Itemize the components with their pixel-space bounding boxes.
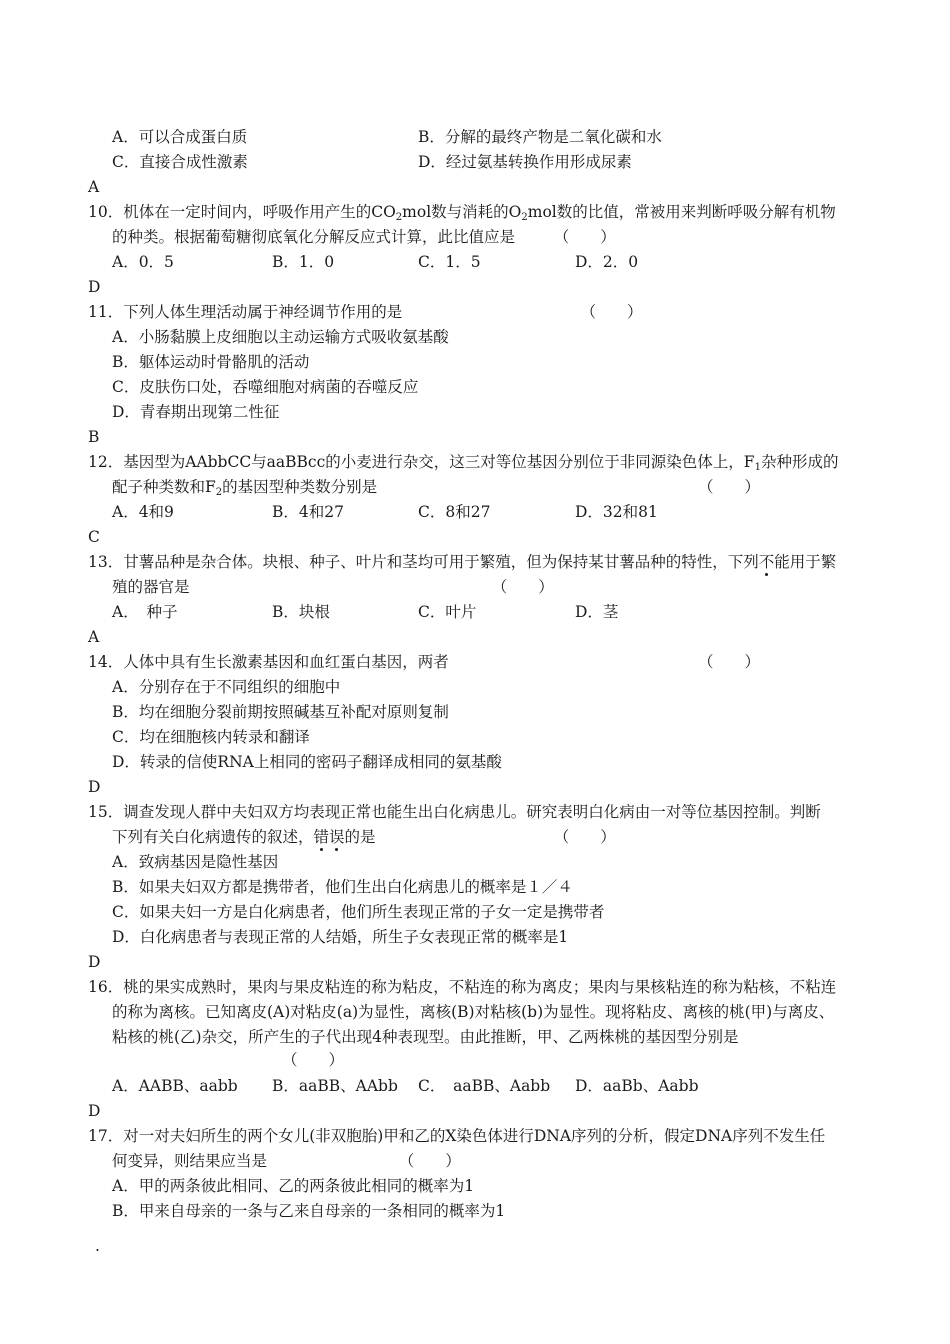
q9-option-d: D．经过氨基转换作用形成尿素 xyxy=(418,153,632,171)
q16-stem-line2: 的称为离核。已知离皮(A)对粘皮(a)为显性，离核(B)对粘核(b)为显性。现将粘皮、离核的桃(甲)与离皮、 xyxy=(112,1003,835,1021)
q12-option-d: D．32和81 xyxy=(575,503,658,521)
q15-option-a: A．致病基因是隐性基因 xyxy=(112,853,279,871)
q17-option-b: B．甲来自母亲的一条与乙来自母亲的一条相同的概率为1 xyxy=(112,1202,506,1220)
q10-stem-line2: 的种类。根据葡萄糖彻底氧化分解反应式计算，此比值应是 （ ） xyxy=(112,228,616,246)
footer-dot: . xyxy=(95,1237,100,1255)
q16-option-d: D．aaBb、Aabb xyxy=(575,1077,699,1095)
q12-stem-line2: 配子种类数和$F_2$的基因型种类数分别是 xyxy=(112,478,378,498)
q11-option-c: C．皮肤伤口处，吞噬细胞对病菌的吞噬反应 xyxy=(112,378,419,396)
q10-option-d: D．2．0 xyxy=(575,253,639,271)
q13-option-b: B．块根 xyxy=(272,603,330,621)
q16-stem-line3: 粘核的桃(乙)杂交，所产生的子代出现4种表现型。由此推断，甲、乙两株桃的基因型分别是 xyxy=(112,1028,739,1046)
q16-option-a: A．AABB、aabb xyxy=(112,1077,238,1095)
q13-option-c: C．叶片 xyxy=(418,603,477,621)
q10-option-c: C．1．5 xyxy=(418,253,481,271)
q14-option-b: B．均在细胞分裂前期按照碱基互补配对原则复制 xyxy=(112,703,449,721)
q10-answer: D xyxy=(88,278,101,296)
q16-option-c: C． aaBB、Aabb xyxy=(418,1077,551,1095)
q16-answer-paren: （ ） xyxy=(282,1051,345,1069)
q9-answer: A xyxy=(88,178,100,196)
q10-option-b: B．1．0 xyxy=(272,253,335,271)
q12-option-a: A．4和9 xyxy=(112,503,174,521)
q15-option-b: B．如果夫妇双方都是携带者，他们生出白化病患儿的概率是１／４ xyxy=(112,878,573,896)
q9-option-c: C．直接合成性激素 xyxy=(112,153,248,171)
q10-option-a: A．0．5 xyxy=(112,253,174,271)
q9-option-a: A．可以合成蛋白质 xyxy=(112,128,248,146)
q14-option-d: D．转录的信使RNA上相同的密码子翻译成相同的氨基酸 xyxy=(112,753,502,771)
q13-stem-line1: 13．甘薯品种是杂合体。块根、种子、叶片和茎均可用于繁殖，但为保持某甘薯品种的特性，下列不能用于繁 xyxy=(88,553,837,571)
q15-option-c: C．如果夫妇一方是白化病患者，他们所生表现正常的子女一定是携带者 xyxy=(112,903,605,921)
q14-option-a: A．分别存在于不同组织的细胞中 xyxy=(112,678,341,696)
q14-answer: D xyxy=(88,778,101,796)
q11-answer: B xyxy=(88,428,100,446)
q15-stem-line1: 15．调查发现人群中夫妇双方均表现正常也能生出白化病患儿。研究表明白化病由一对等位基因控制。判断 xyxy=(88,803,821,821)
q12-answer: C xyxy=(88,528,100,546)
q14-stem: 14．人体中具有生长激素基因和血红蛋白基因，两者 xyxy=(88,653,449,671)
q17-stem-line2: 何变异，则结果应当是 （ ） xyxy=(112,1152,461,1170)
q12-stem-line1: 12．基因型为AAbbCC与aaBBcc的小麦进行杂交，这三对等位基因分别位于非同源染色体上，$F_1$杂种形成的 xyxy=(88,453,839,473)
q14-option-c: C．均在细胞核内转录和翻译 xyxy=(112,728,310,746)
q11-stem: 11．下列人体生理活动属于神经调节作用的是 （ ） xyxy=(88,303,643,321)
q9-option-b: B．分解的最终产物是二氧化碳和水 xyxy=(418,128,662,146)
q11-option-a: A．小肠黏膜上皮细胞以主动运输方式吸收氨基酸 xyxy=(112,328,449,346)
q11-option-b: B．躯体运动时骨骼肌的活动 xyxy=(112,353,310,371)
q13-answer: A xyxy=(88,628,100,646)
q15-stem-line2: 下列有关白化病遗传的叙述，错误的是 （ ） xyxy=(112,828,616,846)
q13-option-d: D．茎 xyxy=(575,603,619,621)
q16-option-b: B．aaBB、AAbb xyxy=(272,1077,398,1095)
q15-answer: D xyxy=(88,953,101,971)
q16-stem-line1: 16．桃的果实成熟时，果肉与果皮粘连的称为粘皮，不粘连的称为离皮；果肉与果核粘连的称为粘核，不粘连 xyxy=(88,978,837,996)
q12-option-c: C．8和27 xyxy=(418,503,491,521)
q17-stem-line1: 17．对一对夫妇所生的两个女儿(非双胞胎)甲和乙的X染色体进行DNA序列的分析，假定DNA序列不发生任 xyxy=(88,1127,826,1145)
q15-option-d: D．白化病患者与表现正常的人结婚，所生子女表现正常的概率是1 xyxy=(112,928,569,946)
q14-answer-paren: （ ） xyxy=(698,653,761,671)
q13-option-a: A． 种子 xyxy=(112,603,178,621)
q12-option-b: B．4和27 xyxy=(272,503,344,521)
q10-stem-line1: 10．机体在一定时间内，呼吸作用产生的$CO_2mol$数与消耗的$O_2mol$数的比值，常被用来判断呼吸分解有机物 xyxy=(88,203,836,223)
q16-answer: D xyxy=(88,1102,101,1120)
q11-option-d: D．青春期出现第二性征 xyxy=(112,403,280,421)
q13-stem-line2: 殖的器官是 （ ） xyxy=(112,578,554,596)
q12-answer-paren: （ ） xyxy=(698,478,761,496)
q17-option-a: A．甲的两条彼此相同、乙的两条彼此相同的概率为1 xyxy=(112,1177,475,1195)
